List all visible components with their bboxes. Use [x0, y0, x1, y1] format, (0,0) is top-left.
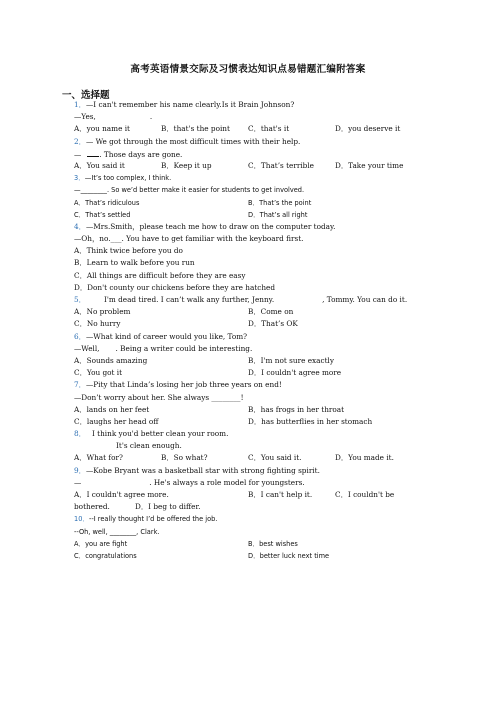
question-stem-end: , Tommy. You can do it. [322, 295, 408, 304]
question-number: 2． [74, 136, 86, 146]
question-5 [74, 294, 414, 306]
option-d[interactable]: D．Take your time [335, 160, 404, 170]
option-d[interactable]: D．you deserve it [335, 124, 401, 134]
option-a[interactable]: A．No problem [74, 307, 131, 317]
question-7 [74, 379, 414, 391]
question-stem: —What kind of career would you like, Tom? [85, 331, 248, 341]
option-b[interactable]: B．So what? [161, 453, 208, 463]
option-a[interactable]: A．Think twice before you do [74, 246, 183, 256]
question-number: 6． [74, 331, 86, 341]
option-c[interactable]: C．You got it [74, 368, 123, 378]
option-c[interactable]: C．That’s terrible [248, 160, 314, 170]
question-6 [74, 331, 414, 343]
question-8 [74, 428, 414, 440]
option-d[interactable]: D．better luck next time [248, 551, 330, 560]
option-b[interactable]: B．Keep it up [161, 160, 212, 170]
option-d[interactable]: D．That’s all right [248, 210, 308, 219]
question-stem: —I can't remember his name clearly.Is it Brain Johnson? [85, 100, 295, 109]
option-b[interactable]: B．I can't help it. [248, 490, 313, 499]
option-a[interactable]: A．lands on her feet [74, 404, 150, 414]
options-row [74, 538, 414, 550]
question-number: 8． [74, 429, 86, 439]
reply-end: . Being a writer could be interesting. [115, 343, 253, 353]
question-stem: —Kobe Bryant was a basketball star with strong fighting spirit. [85, 465, 320, 475]
option-d[interactable]: D．I beg to differ. [135, 502, 201, 512]
option-c[interactable]: C．congratulations [74, 551, 137, 560]
option-d[interactable]: D．I couldn't agree more [248, 368, 342, 378]
question-reply [74, 477, 414, 489]
question-stem: —It’s too complex, I think. [84, 174, 172, 183]
answer-blank [87, 148, 99, 157]
option-d[interactable]: D．Don't county our chickens before they are hatched [74, 282, 276, 292]
question-9 [74, 465, 414, 477]
reply-text: —Yes, [74, 112, 96, 122]
option-b[interactable]: B．has frogs in her throat [248, 404, 345, 414]
options-row [74, 550, 414, 562]
option-d[interactable]: D．You made it. [335, 453, 394, 463]
option-d[interactable]: D．That’s OK [248, 319, 298, 329]
question-stem: I think you'd better clean your room. [91, 429, 229, 439]
question-10 [74, 513, 414, 525]
question-stem: —Pity that Linda’s losing her job three years on end! [85, 380, 282, 390]
option-c[interactable]: C．That’s settled [74, 210, 131, 219]
question-reply [74, 148, 414, 160]
question-number: 9． [74, 465, 86, 475]
question-reply [74, 111, 414, 123]
options-row [74, 197, 414, 209]
question-number: 3． [74, 174, 85, 183]
option-a[interactable]: A．That’s ridiculous [74, 198, 140, 207]
option-a[interactable]: A．I couldn't agree more. [74, 490, 169, 499]
options-row [74, 306, 414, 318]
options-row [74, 501, 414, 513]
answer-blank [96, 111, 153, 122]
question-reply: —Don’t worry about her. She always ________! [74, 392, 244, 402]
question-number: 10． [74, 515, 89, 524]
option-b[interactable]: B．I'm not sure exactly [248, 355, 334, 365]
reply-end: . [149, 112, 153, 122]
reply-text: It's clean enough. [116, 441, 182, 451]
option-c-continued[interactable]: bothered. [74, 502, 110, 512]
option-a[interactable]: A．You said it [74, 160, 125, 170]
option-c[interactable]: C．laughs her head off [74, 416, 159, 426]
section-heading: 一、选择题 [62, 90, 110, 101]
question-stem: — We got through the most difficult times with their help. [85, 136, 301, 146]
question-4 [74, 221, 414, 233]
page-title: 高考英语情景交际及习惯表达知识点易错题汇编附答案 [130, 64, 366, 75]
question-number: 1． [74, 100, 86, 109]
question-number: 5． [74, 295, 86, 304]
option-b[interactable]: B．That’s the point [248, 198, 312, 207]
option-a[interactable]: A．What for? [74, 453, 123, 463]
question-number: 7． [74, 380, 86, 390]
option-c[interactable]: C．I couldn't be [335, 490, 395, 499]
options-row [74, 367, 414, 379]
option-c[interactable]: C．You said it. [248, 453, 302, 463]
option-d[interactable]: D．has butterflies in her stomach [248, 416, 373, 426]
option-b[interactable]: B．that's the point [161, 124, 230, 134]
reply-text: — [74, 477, 82, 487]
question-reply [74, 440, 414, 452]
question-list [74, 99, 414, 562]
options-row [74, 452, 414, 464]
options-row [74, 209, 414, 221]
options-row [74, 404, 414, 416]
option-b[interactable]: B．Learn to walk before you run [74, 258, 195, 268]
options-row [74, 160, 414, 172]
question-3 [74, 172, 414, 184]
option-c[interactable]: C．No hurry [74, 319, 121, 329]
option-b[interactable]: B．Come on [248, 307, 294, 317]
question-reply: —Oh，no.___. You have to get familiar with the keyboard first. [74, 234, 304, 244]
options-row [74, 123, 414, 135]
reply-text: — [74, 149, 82, 159]
question-1 [74, 99, 414, 111]
question-number: 4． [74, 221, 86, 231]
options-row [74, 318, 414, 330]
reply-text: —Well, [74, 343, 100, 353]
option-c[interactable]: C．All things are difficult before they are easy [74, 270, 246, 280]
reply-end: . He's always a role model for youngsters. [149, 477, 305, 487]
reply-end: . Those days are gone. [99, 149, 183, 159]
option-a[interactable]: A．you are fight [74, 539, 128, 548]
options-row [74, 416, 414, 428]
question-reply [74, 343, 414, 355]
question-stem: I'm dead tired. I can’t walk any further, Jenny. [103, 295, 275, 304]
options-row [74, 355, 414, 367]
question-2 [74, 136, 414, 148]
option-c[interactable]: C．that's it [248, 124, 290, 134]
option-a[interactable]: A．you name it [74, 124, 130, 134]
option-a[interactable]: A．Sounds amazing [74, 355, 148, 365]
question-reply: --Oh, well, ________, Clark. [74, 527, 160, 536]
options-row [74, 489, 414, 501]
question-stem: --I really thought I’d be offered the job. [88, 515, 218, 524]
option-b[interactable]: B．best wishes [248, 539, 298, 548]
question-reply: —________. So we’d better make it easier for students to get involved. [74, 186, 305, 195]
question-stem: —Mrs.Smith，please teach me how to draw on the computer today. [85, 221, 336, 231]
